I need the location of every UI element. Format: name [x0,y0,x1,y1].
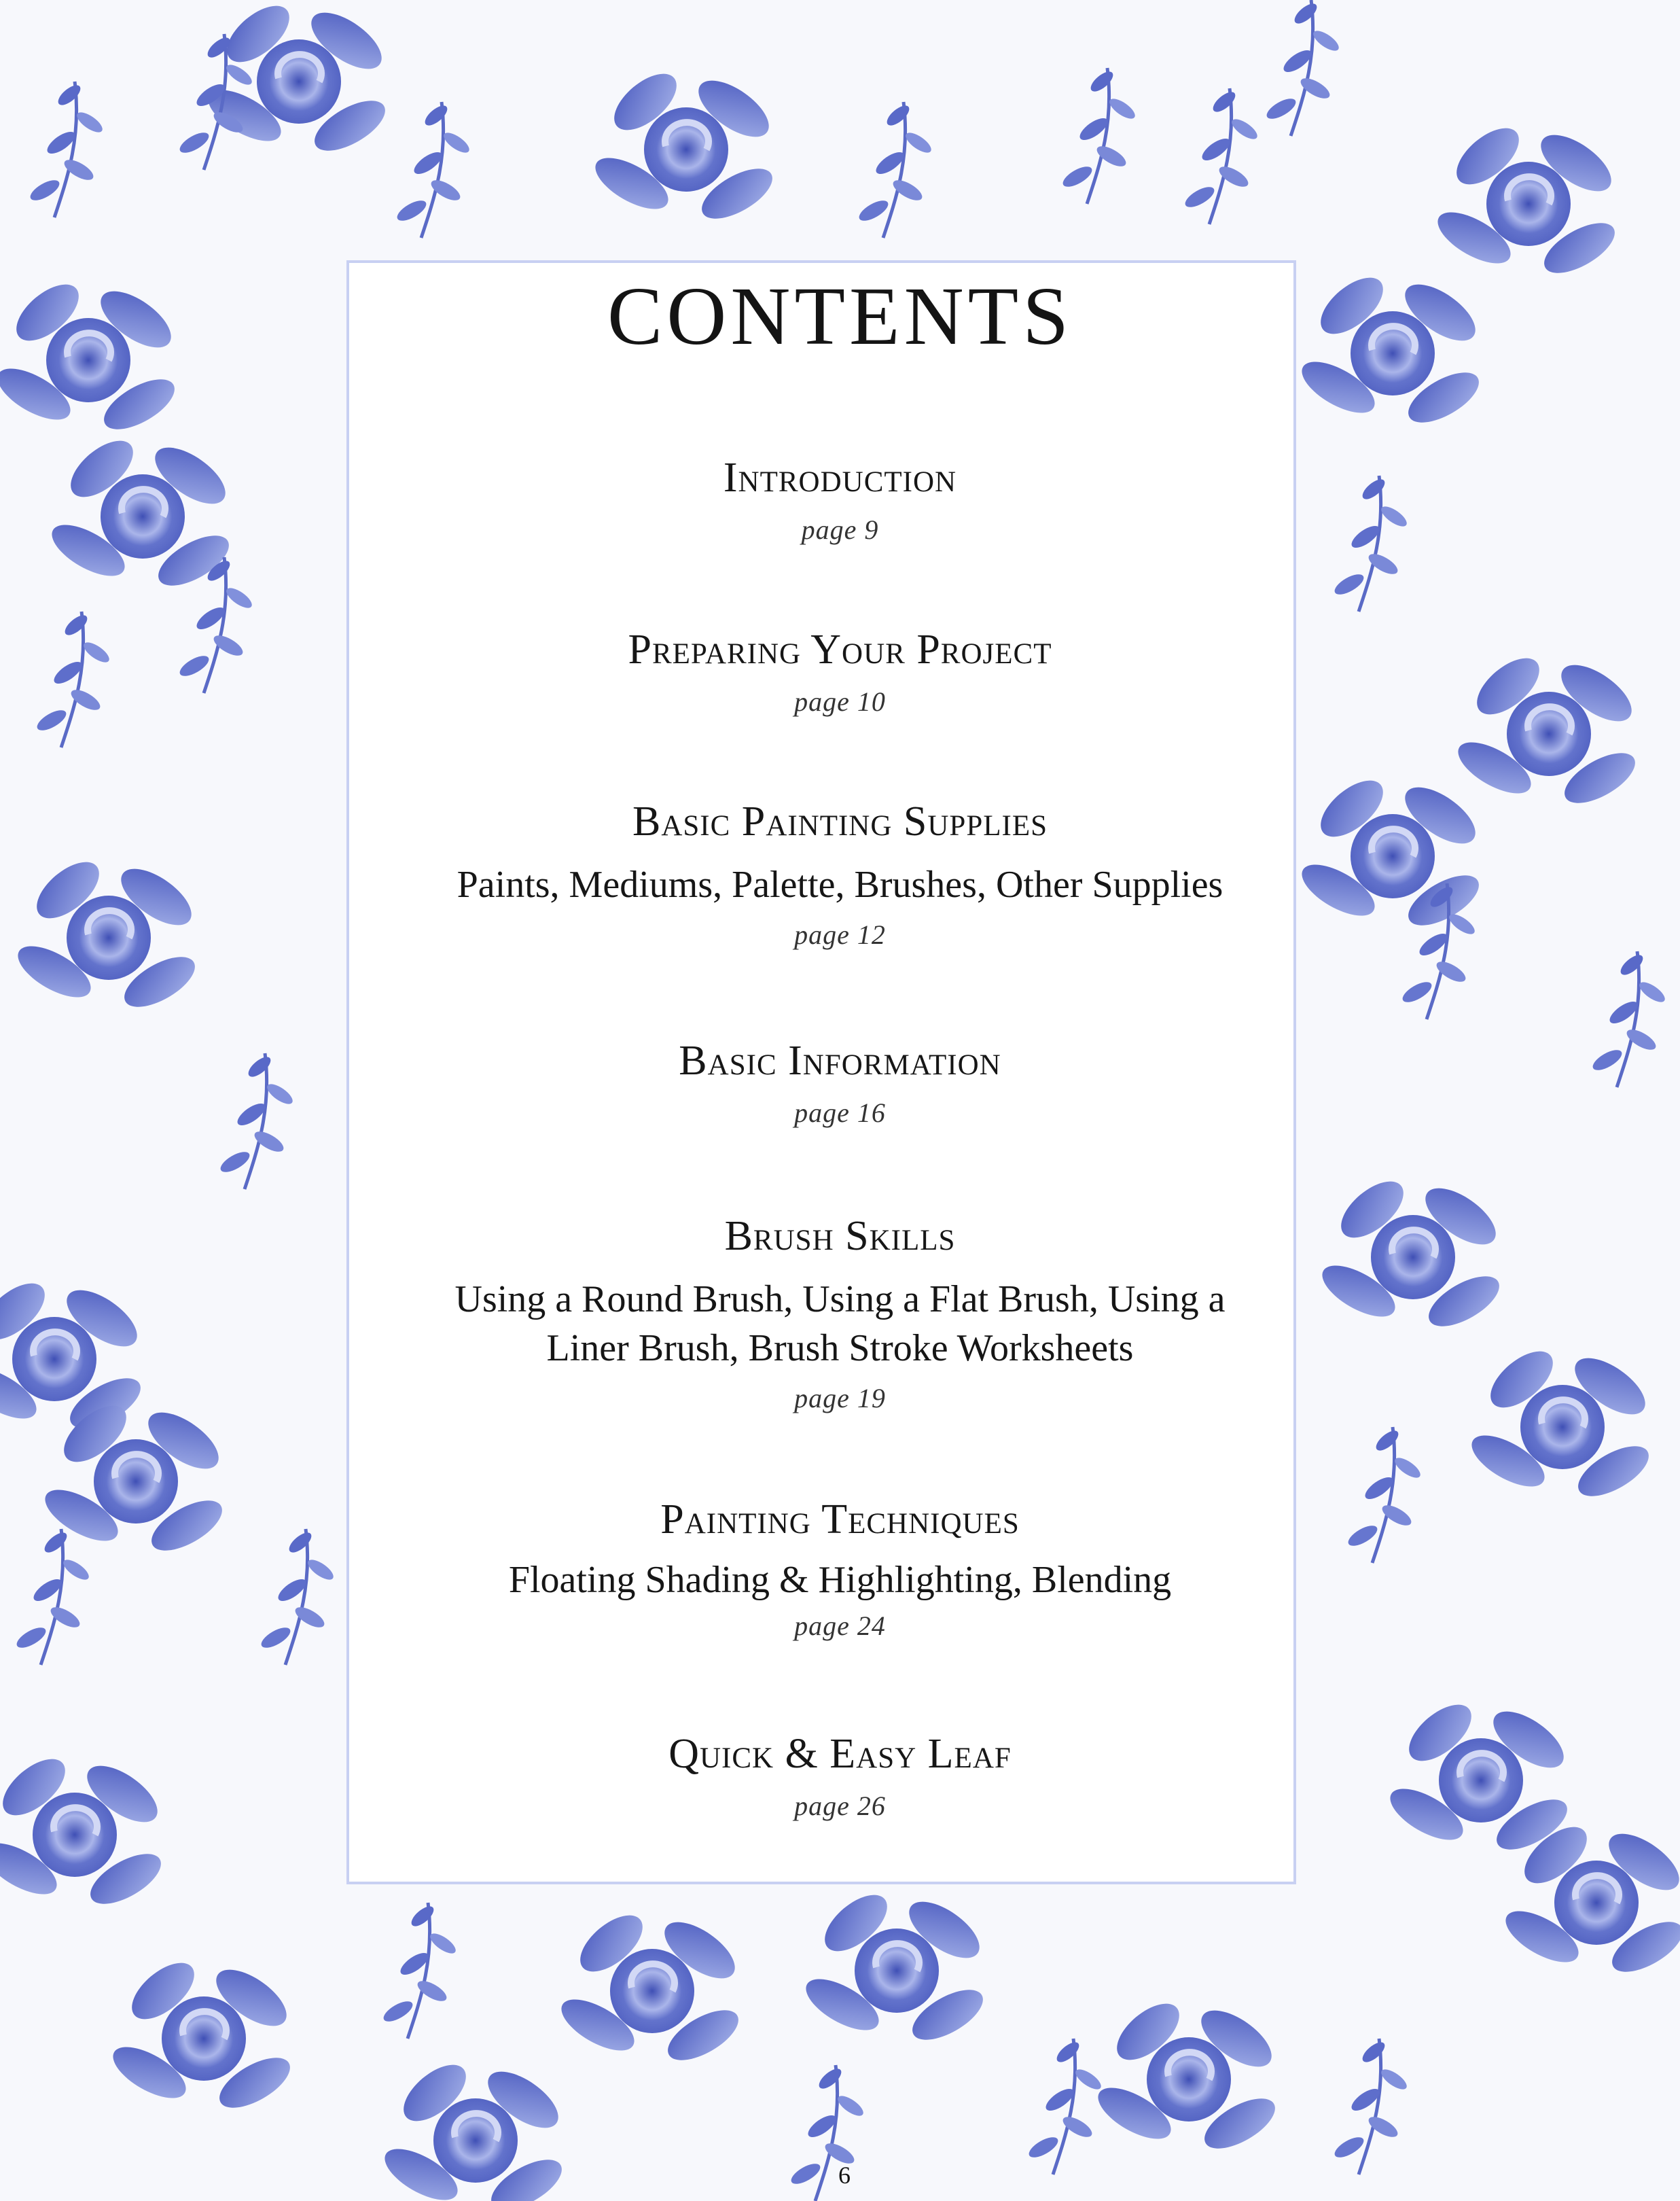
toc-heading: Quick & Easy Leaf [668,1731,1012,1777]
toc-subtitle: Paints, Mediums, Palette, Brushes, Other Supplies [457,864,1223,906]
toc-entry-painting-techniques[interactable] [0,1498,1680,1642]
toc-entry-preparing-your-project[interactable] [0,629,1680,718]
toc-entry-basic-painting-supplies[interactable] [0,800,1680,951]
toc-page-number: page 9 [801,514,879,545]
toc-heading: Preparing Your Project [628,627,1052,673]
page-title: CONTENTS [607,270,1073,362]
toc-heading: Brush Skills [724,1213,956,1259]
toc-page-number: page 16 [794,1097,886,1128]
toc-page-number: page 19 [794,1383,886,1413]
toc-subtitle: Floating Shading & Highlighting, Blending [508,1559,1172,1601]
toc-heading: Painting Techniques [660,1496,1020,1543]
toc-subtitle: Using a Round Brush, Using a Flat Brush, Using a Liner Brush, Brush Stroke Worksheets [454,1278,1226,1369]
toc-entry-introduction[interactable] [0,457,1680,546]
toc-entry-quick-easy-leaf[interactable] [0,1733,1680,1822]
toc-heading: Basic Information [679,1038,1001,1084]
toc-page-number: page 12 [794,919,886,950]
toc-page-number: page 26 [794,1791,886,1821]
toc-heading: Basic Painting Supplies [632,798,1048,845]
toc-entry-brush-skills[interactable] [0,1215,1680,1414]
toc-page-number: page 10 [794,686,886,717]
toc-entry-basic-information[interactable] [0,1040,1680,1129]
toc-heading: Introduction [723,455,957,501]
toc-page-number: page 24 [794,1610,886,1641]
page-folio-number: 6 [838,2162,851,2189]
